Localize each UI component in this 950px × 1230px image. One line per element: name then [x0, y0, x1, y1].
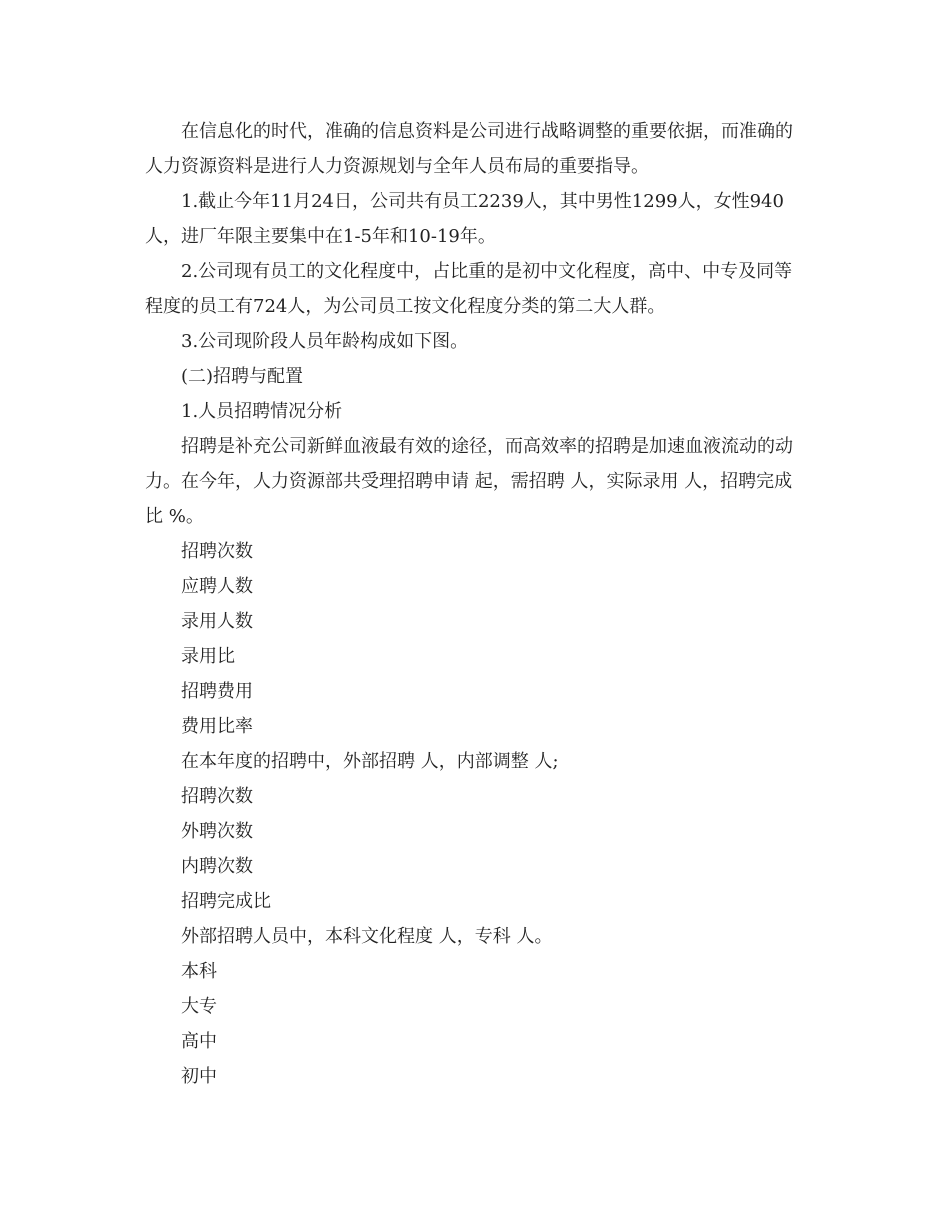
paragraph-intro: 在信息化的时代，准确的信息资料是公司进行战略调整的重要依据，而准确的人力资源资料是进行人力资源规划与全年人员布局的重要指导。 [145, 121, 793, 177]
table2-label: 招聘次数 [181, 786, 253, 807]
table3-label: 高中 [181, 1031, 217, 1052]
table1-label: 应聘人数 [181, 576, 253, 597]
table1-label: 费用比率 [181, 716, 253, 737]
table3-label: 本科 [181, 961, 217, 982]
table1-label: 招聘次数 [181, 541, 253, 562]
paragraph-age-structure: 3.公司现阶段人员年龄构成如下图。 [181, 331, 469, 352]
subsection-heading-recruitment-analysis: 1.人员招聘情况分析 [181, 401, 343, 422]
table1-label: 录用人数 [181, 611, 253, 632]
paragraph-employee-count: 1.截止今年11月24日，公司共有员工2239人，其中男性1299人，女性940人，进厂年限主要集中在1-5年和10-19年。 [145, 191, 784, 247]
paragraph-recruitment-summary: 招聘是补充公司新鲜血液最有效的途径，而高效率的招聘是加速血液流动的动力。在今年，人力资源部共受理招聘申请 起，需招聘 人，实际录用 人，招聘完成比 %。 [145, 436, 793, 527]
paragraph-education-level: 2.公司现有员工的文化程度中，占比重的是初中文化程度，高中、中专及同等程度的员工有724人，为公司员工按文化程度分类的第二大人群。 [145, 261, 793, 317]
table2-label: 招聘完成比 [181, 891, 271, 912]
paragraph-external-education: 外部招聘人员中，本科文化程度 人，专科 人。 [181, 926, 553, 947]
table3-label: 大专 [181, 996, 217, 1017]
document-body [145, 114, 807, 1094]
section-heading-recruitment: (二)招聘与配置 [181, 366, 304, 387]
paragraph-internal-external: 在本年度的招聘中，外部招聘 人，内部调整 人; [181, 751, 559, 772]
table1-label: 招聘费用 [181, 681, 253, 702]
table3-label: 初中 [181, 1066, 217, 1087]
table2-label: 内聘次数 [181, 856, 253, 877]
table1-label: 录用比 [181, 646, 235, 667]
table2-label: 外聘次数 [181, 821, 253, 842]
